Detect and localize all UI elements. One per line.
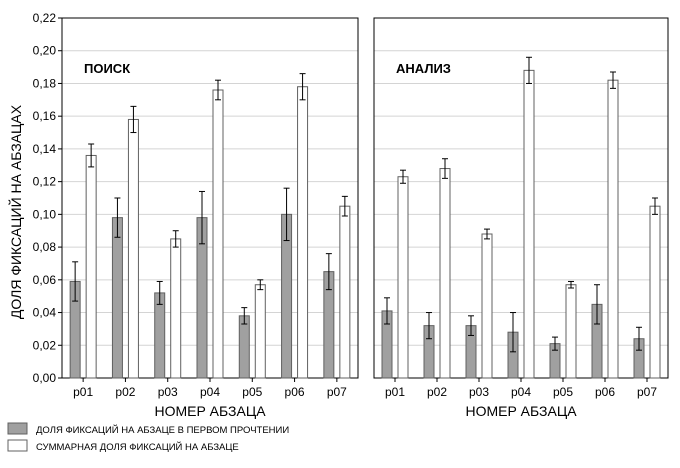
legend-swatch: [8, 440, 27, 451]
bar-total: [213, 90, 223, 378]
y-tick-label: 0,04: [32, 305, 56, 320]
x-tick-label: p01: [73, 385, 94, 399]
x-tick-label: p05: [242, 385, 263, 399]
panel-2: [374, 18, 668, 419]
y-tick-label: 0,22: [32, 11, 56, 25]
legend: [8, 423, 289, 453]
y-tick-label: 0,16: [32, 109, 56, 124]
bar-total: [255, 285, 265, 378]
bar-total: [171, 239, 181, 378]
bar-total: [482, 234, 492, 378]
x-tick-label: p05: [552, 385, 574, 399]
bar-total: [128, 119, 138, 378]
x-tick-label: p02: [426, 385, 448, 399]
panel-title: ПОИСК: [84, 61, 131, 76]
y-tick-label: 0,12: [32, 174, 56, 189]
panel-title: АНАЛИЗ: [396, 61, 451, 76]
legend-swatch: [8, 423, 27, 434]
bar-first-reading: [155, 293, 165, 378]
y-tick-label: 0,14: [32, 141, 56, 156]
bar-first-reading: [112, 218, 122, 378]
bar-total: [440, 169, 450, 378]
bar-total: [398, 177, 408, 378]
y-tick-label: 0,00: [32, 371, 56, 385]
y-tick-label: 0,08: [32, 240, 56, 255]
y-tick-label: 0,10: [32, 207, 56, 222]
bar-total: [340, 206, 350, 378]
y-tick-label: 0,20: [32, 43, 56, 58]
bar-total: [524, 70, 534, 378]
y-tick-label: 0,18: [32, 76, 56, 91]
legend-label: СУММАРНАЯ ДОЛЯ ФИКСАЦИЙ НА АБЗАЦЕ: [36, 442, 239, 453]
x-tick-label: p01: [384, 385, 406, 399]
x-tick-label: p04: [510, 385, 532, 399]
bar-total: [608, 80, 618, 378]
x-axis-title: НОМЕР АБЗАЦА: [154, 403, 266, 419]
y-tick-label: 0,06: [32, 272, 56, 287]
x-tick-label: p06: [284, 385, 305, 399]
x-axis-title: НОМЕР АБЗАЦА: [465, 403, 577, 419]
x-tick-label: p06: [594, 385, 616, 399]
x-tick-label: p07: [326, 385, 347, 399]
bar-first-reading: [239, 316, 249, 378]
x-tick-label: p07: [636, 385, 658, 399]
bar-total: [566, 285, 576, 378]
panel-1: [33, 11, 358, 419]
bar-total: [298, 87, 308, 378]
y-tick-label: 0,02: [32, 338, 56, 353]
x-tick-label: p03: [468, 385, 490, 399]
y-axis-title: ДОЛЯ ФИКСАЦИЙ НА АБЗАЦАХ: [8, 104, 24, 320]
x-tick-label: p02: [115, 385, 136, 399]
x-tick-label: p04: [199, 385, 221, 399]
legend-label: ДОЛЯ ФИКСАЦИЙ НА АБЗАЦЕ В ПЕРВОМ ПРОЧТЕНИИ: [36, 425, 290, 436]
bar-total: [650, 206, 660, 378]
bar-total: [86, 155, 96, 378]
x-tick-label: p03: [157, 385, 178, 399]
